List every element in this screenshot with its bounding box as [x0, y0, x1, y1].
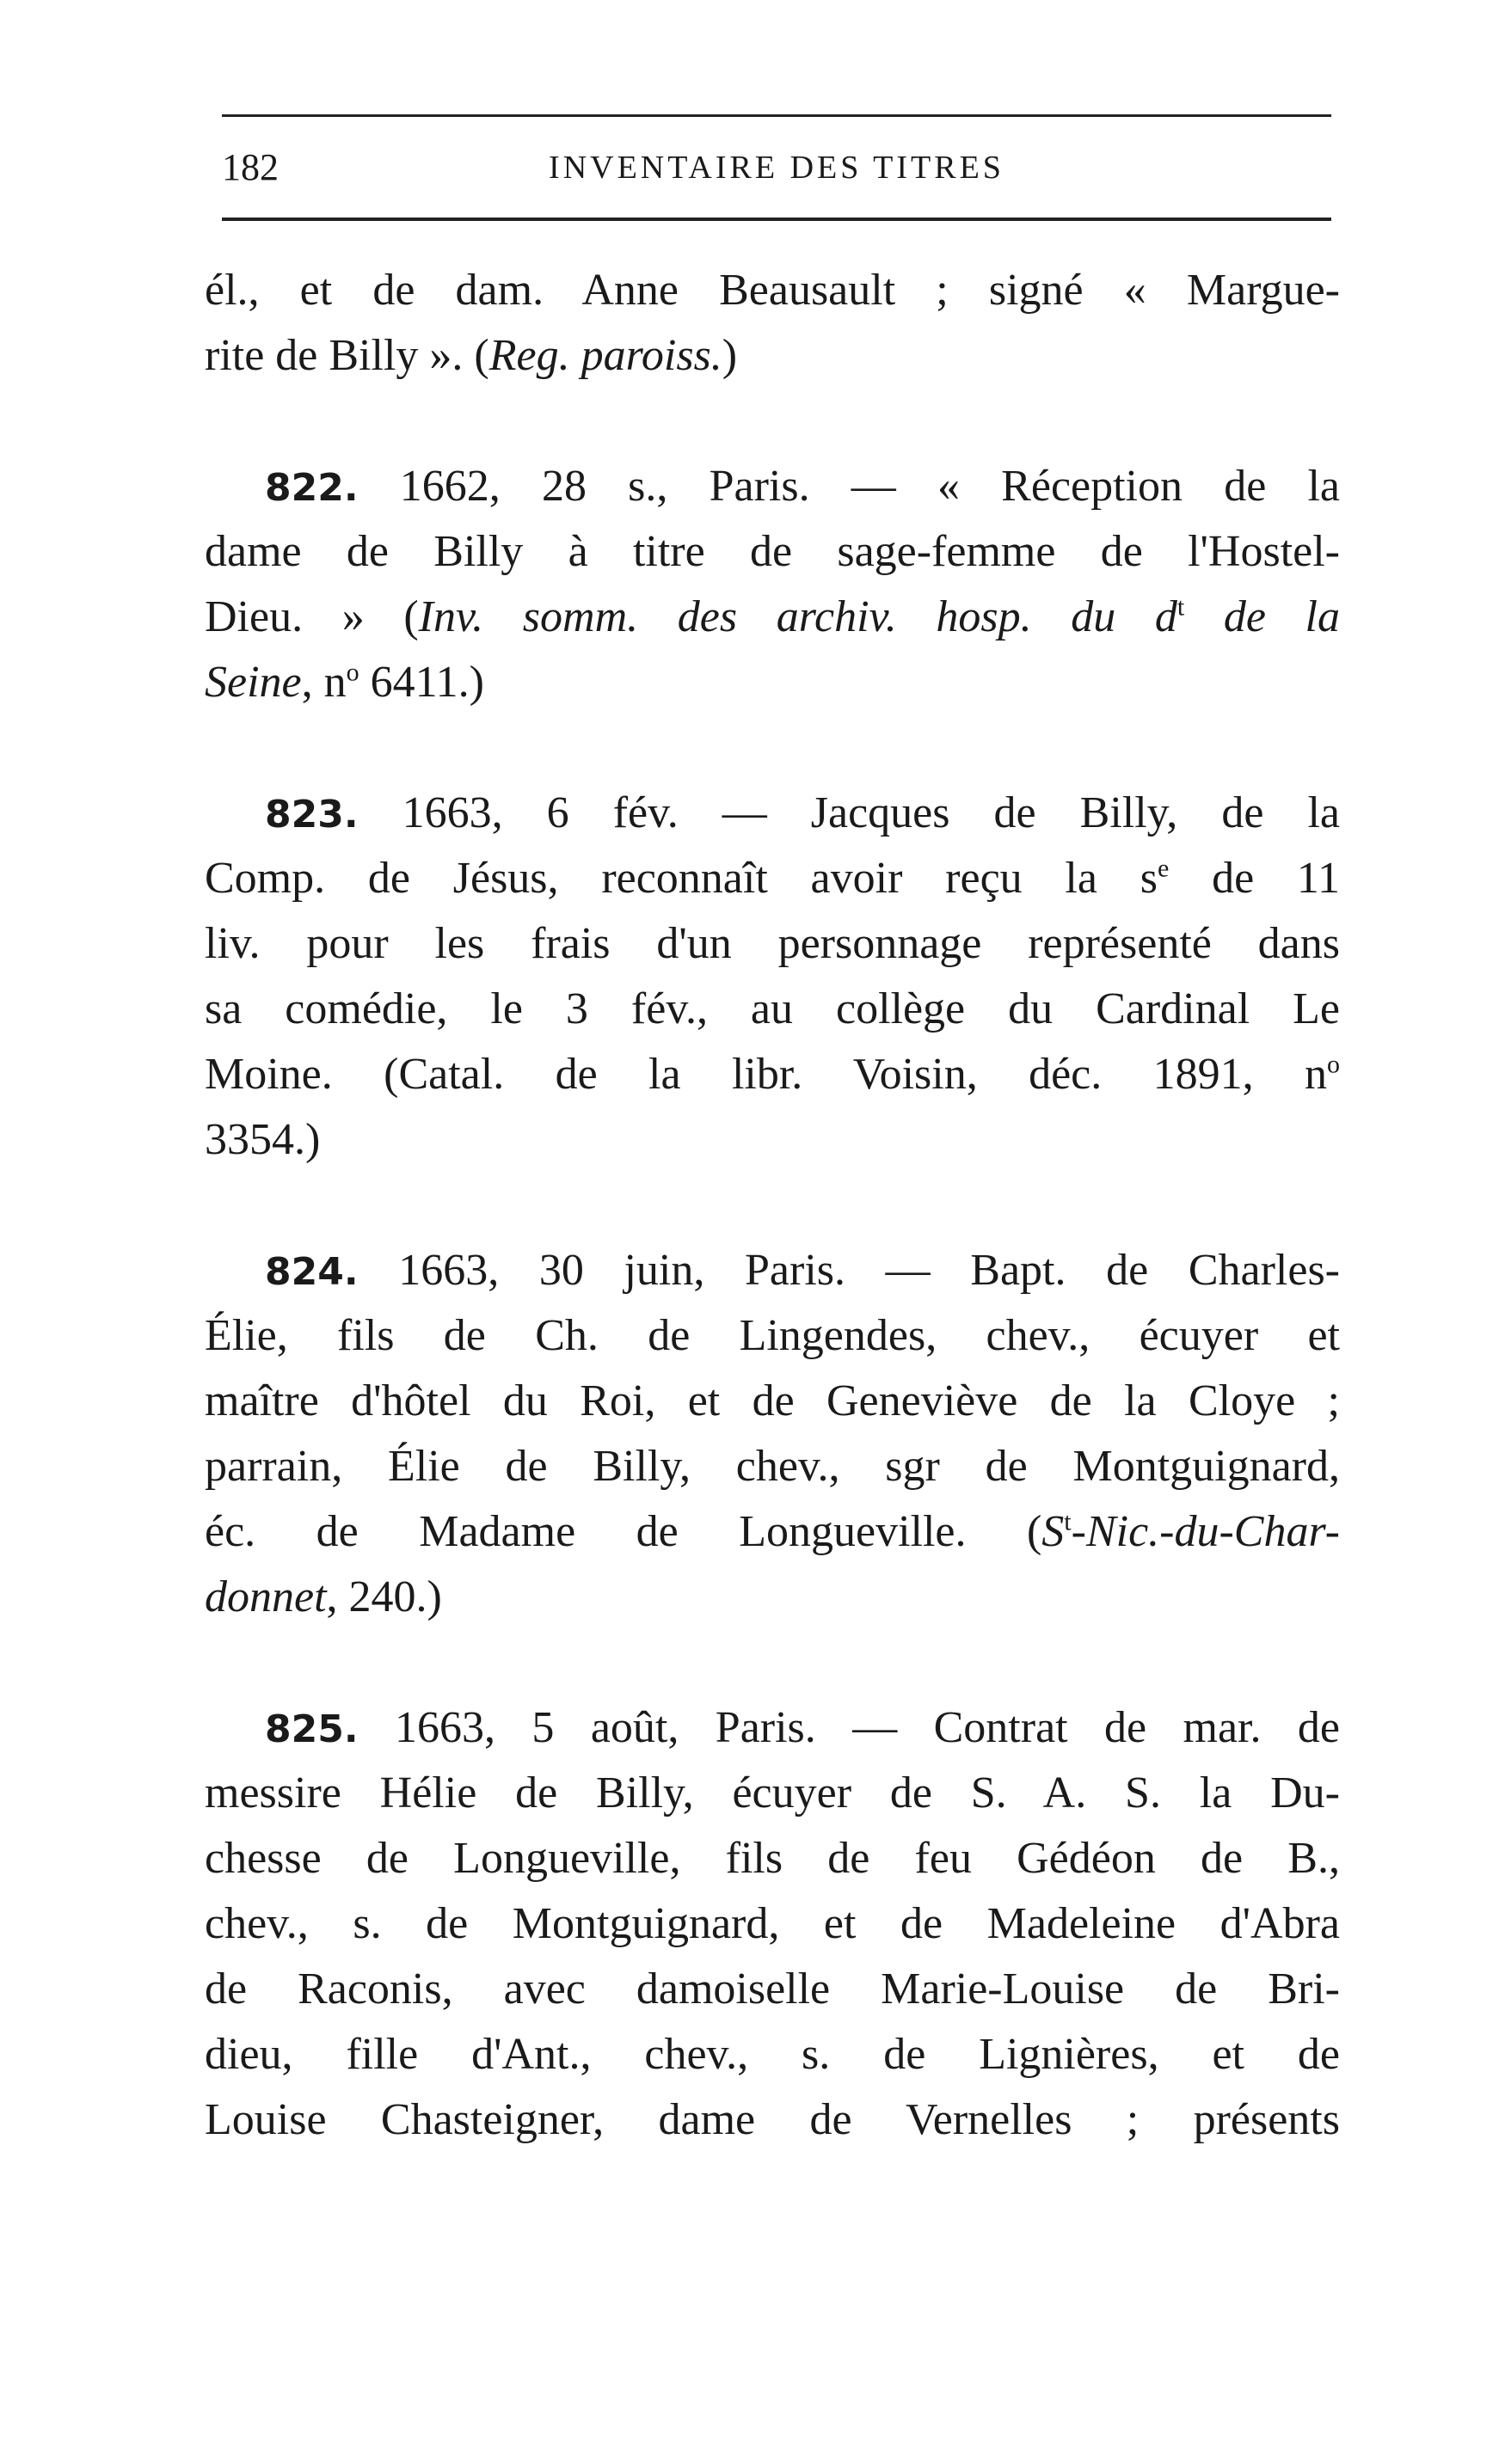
text-line: éc. de Madame de Longueville. ($S^t-Nic.-du-Char-$	[205, 1507, 1340, 1556]
entry-number: 822.	[265, 466, 359, 510]
text-line: parrain, Élie de Billy, chev., sgr de Montguignard,	[205, 1442, 1340, 1491]
text-line: él., et de dam. Anne Beausault ; signé « Margue-	[205, 266, 1340, 315]
text-line: Seine, $n^o$ 6411.)	[205, 658, 484, 707]
text-line: chev., s. de Montguignard, et de Madeleine d'Abra	[205, 1899, 1340, 1948]
entry-823	[205, 781, 1340, 1173]
text-line: dieu, fille d'Ant., chev., s. de Lignières, et de	[205, 2030, 1340, 2079]
text-line: donnet, 240.)	[205, 1572, 442, 1621]
text-line: Louise Chasteigner, dame de Vernelles ; présents	[205, 2095, 1340, 2144]
text-line: Élie, fils de Ch. de Lingendes, chev., écuyer et	[205, 1311, 1340, 1360]
text-line: dame de Billy à titre de sage-femme de l'Hostel-	[205, 527, 1340, 576]
entry-824	[205, 1238, 1340, 1630]
text-line: Moine. (Catal. de la libr. Voisin, déc. 1891, $n^o$	[205, 1050, 1340, 1099]
text-line: 823. 1663, 6 fév. — Jacques de Billy, de la	[265, 788, 1340, 837]
entry-number: 825.	[265, 1707, 359, 1751]
text-line: chesse de Longueville, fils de feu Gédéon de B.,	[205, 1834, 1340, 1883]
entry-number: 824.	[265, 1250, 359, 1294]
text-line: 3354.)	[205, 1115, 321, 1164]
page-number: 182	[222, 146, 279, 188]
running-title: INVENTAIRE DES TITRES	[549, 150, 1004, 186]
text-line: rite de Billy ». (Reg. paroiss.)	[205, 331, 738, 380]
text-line: messire Hélie de Billy, écuyer de S. A. S. la Du-	[205, 1768, 1340, 1817]
page-header	[222, 138, 1331, 198]
text-line: Comp. de Jésus, reconnaît avoir reçu la $s^e$ de 11	[205, 854, 1340, 903]
text-line: Dieu. » (Inv. somm. des archiv. hosp. du $d^t$ de la	[205, 592, 1340, 641]
text-line: maître d'hôtel du Roi, et de Geneviève de la Cloye ;	[205, 1376, 1340, 1425]
page-body	[205, 258, 1340, 2153]
text-line: 824. 1663, 30 juin, Paris. — Bapt. de Charles-	[265, 1246, 1340, 1295]
continuation-paragraph	[205, 258, 1340, 389]
entry-number: 823.	[265, 793, 359, 837]
entry-825	[205, 1695, 1340, 2153]
text-line: de Raconis, avec damoiselle Marie-Louise de Bri-	[205, 1964, 1340, 2013]
header-rule-bottom	[222, 218, 1331, 221]
entry-822	[205, 454, 1340, 715]
text-line: liv. pour les frais d'un personnage représenté dans	[205, 919, 1340, 968]
text-line: sa comédie, le 3 fév., au collège du Cardinal Le	[205, 984, 1340, 1033]
text-line: 822. 1662, 28 s., Paris. — « Réception de la	[265, 462, 1340, 511]
header-rule-top	[222, 114, 1331, 117]
text-line: 825. 1663, 5 août, Paris. — Contrat de mar. de	[265, 1703, 1340, 1752]
